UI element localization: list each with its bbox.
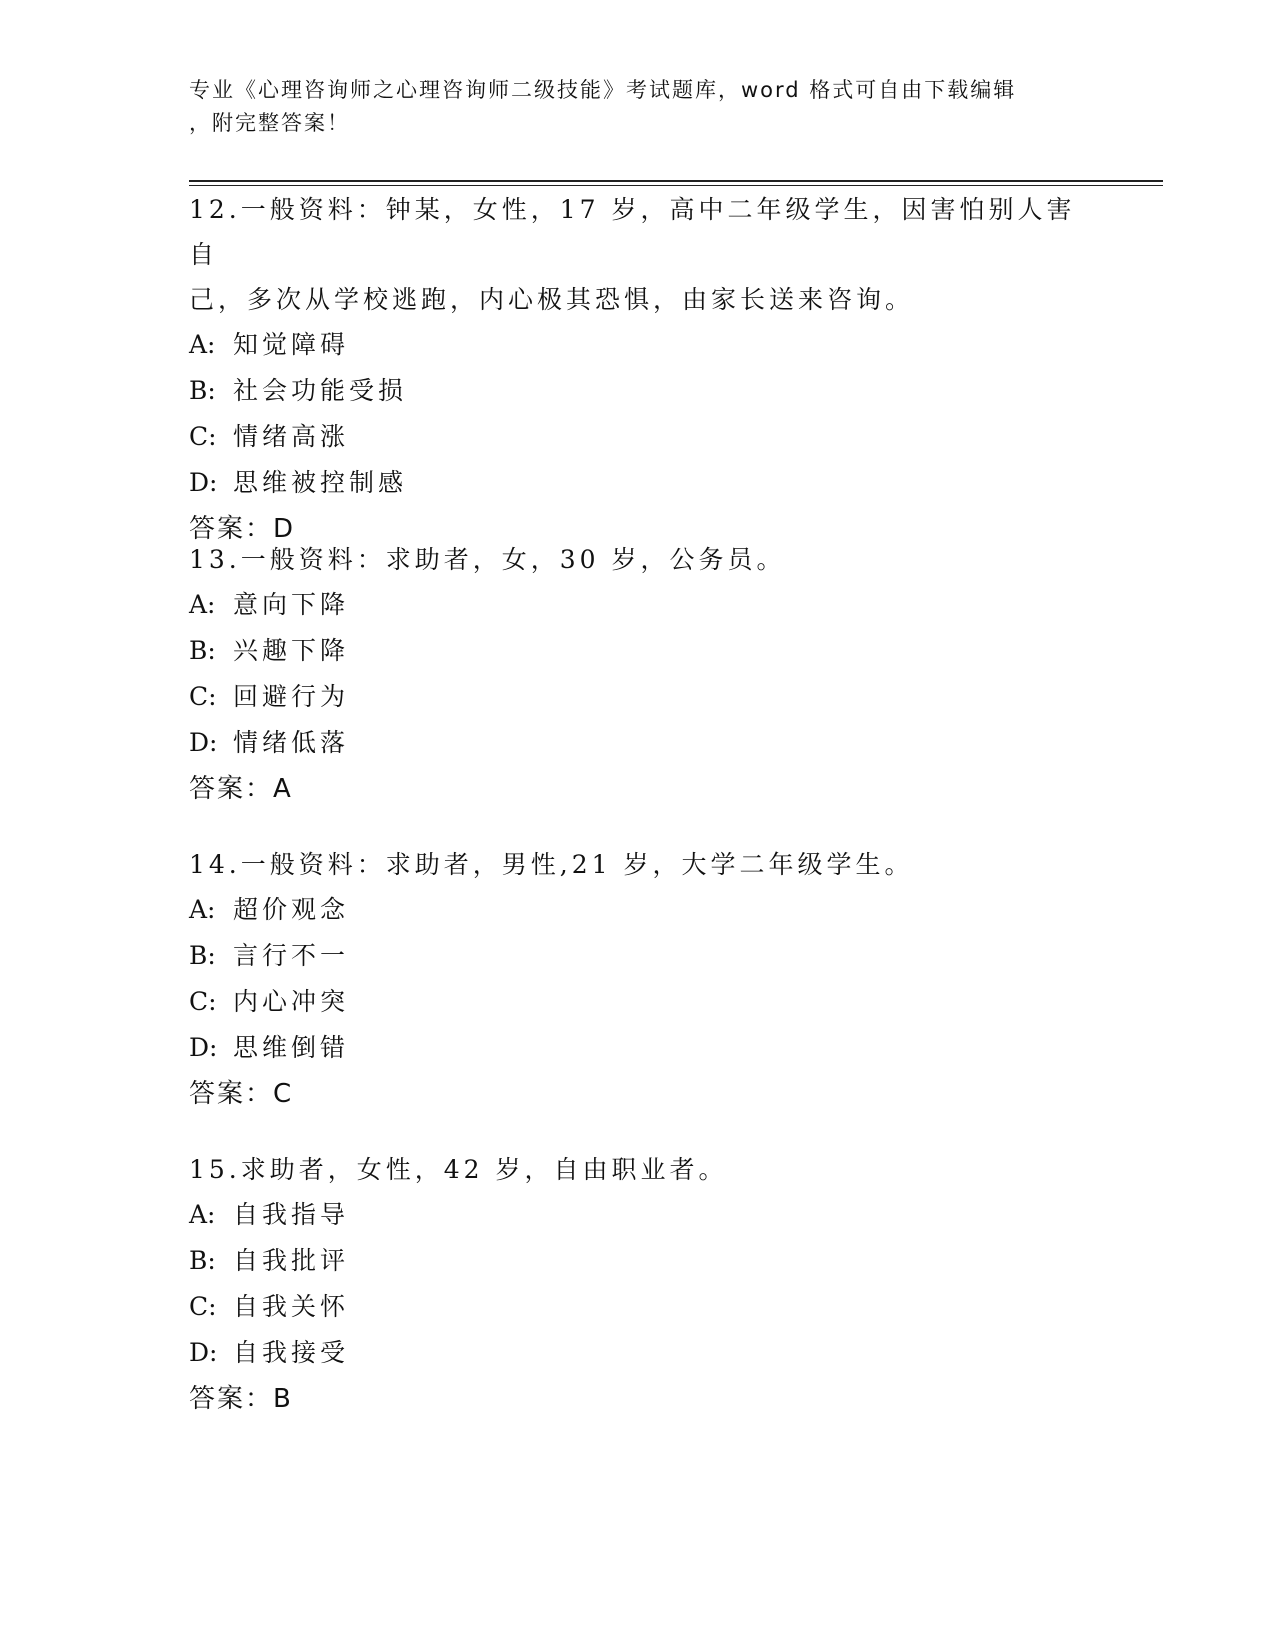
option-c xyxy=(189,414,1089,460)
header-divider-thick xyxy=(189,180,1163,182)
option-key: D: xyxy=(189,728,218,757)
option-text: 思维被控制感 xyxy=(233,468,408,497)
question-13 xyxy=(189,537,1089,812)
option-key: C: xyxy=(189,422,217,451)
answer-line: 答案：B xyxy=(189,1384,293,1414)
option-c xyxy=(189,979,1089,1025)
option-text: 自我批评 xyxy=(233,1246,350,1275)
question-12 xyxy=(189,187,1089,552)
answer-line: 答案：C xyxy=(189,1079,294,1109)
option-key: D: xyxy=(189,1033,218,1062)
option-a xyxy=(189,1192,1089,1238)
option-b xyxy=(189,933,1089,979)
question-14 xyxy=(189,842,1089,1117)
option-a xyxy=(189,582,1089,628)
option-a xyxy=(189,887,1089,933)
option-key: C: xyxy=(189,1292,217,1321)
option-text: 情绪低落 xyxy=(233,728,350,757)
option-d xyxy=(189,460,1089,506)
option-text: 自我关怀 xyxy=(233,1292,350,1321)
answer-line: 答案：A xyxy=(189,774,293,804)
option-key: A: xyxy=(189,1200,216,1229)
option-text: 回避行为 xyxy=(233,682,350,711)
header-line-2: ，附完整答案！ xyxy=(189,111,350,135)
option-b xyxy=(189,628,1089,674)
option-key: B: xyxy=(189,636,216,665)
option-key: B: xyxy=(189,1246,216,1275)
option-d xyxy=(189,720,1089,766)
option-text: 超价观念 xyxy=(233,895,350,924)
option-key: C: xyxy=(189,682,217,711)
question-stem-line: 13.一般资料：求助者，女，30 岁，公务员。 xyxy=(189,545,786,574)
question-stem-line: 12.一般资料：钟某，女性，17 岁，高中二年级学生，因害怕别人害自 xyxy=(189,195,1076,269)
question-15 xyxy=(189,1147,1089,1422)
option-text: 情绪高涨 xyxy=(233,422,350,451)
option-text: 知觉障碍 xyxy=(233,330,350,359)
question-stem-line: 15.求助者，女性，42 岁，自由职业者。 xyxy=(189,1155,728,1184)
header-line-1: 专业《心理咨询师之心理咨询师二级技能》考试题库，word 格式可自由下载编辑 xyxy=(189,78,1017,102)
option-key: A: xyxy=(189,330,216,359)
question-stem-line: 14.一般资料：求助者，男性,21 岁，大学二年级学生。 xyxy=(189,850,914,879)
option-text: 社会功能受损 xyxy=(233,376,408,405)
option-key: B: xyxy=(189,376,216,405)
option-a xyxy=(189,322,1089,368)
option-b xyxy=(189,368,1089,414)
option-text: 言行不一 xyxy=(233,941,350,970)
option-d xyxy=(189,1330,1089,1376)
option-c xyxy=(189,674,1089,720)
option-key: B: xyxy=(189,941,216,970)
option-key: D: xyxy=(189,468,218,497)
option-key: D: xyxy=(189,1338,218,1367)
answer-line: 答案：D xyxy=(189,514,296,544)
option-key: A: xyxy=(189,895,216,924)
question-stem-line: 己，多次从学校逃跑，内心极其恐惧，由家长送来咨询。 xyxy=(189,285,915,314)
document-header xyxy=(189,74,1069,140)
option-key: A: xyxy=(189,590,216,619)
option-key: C: xyxy=(189,987,217,1016)
option-text: 思维倒错 xyxy=(233,1033,350,1062)
option-d xyxy=(189,1025,1089,1071)
option-text: 自我指导 xyxy=(233,1200,350,1229)
option-text: 意向下降 xyxy=(233,590,350,619)
option-text: 自我接受 xyxy=(233,1338,350,1367)
option-c xyxy=(189,1284,1089,1330)
option-text: 内心冲突 xyxy=(233,987,350,1016)
option-text: 兴趣下降 xyxy=(233,636,350,665)
option-b xyxy=(189,1238,1089,1284)
header-divider-thin xyxy=(189,185,1163,186)
